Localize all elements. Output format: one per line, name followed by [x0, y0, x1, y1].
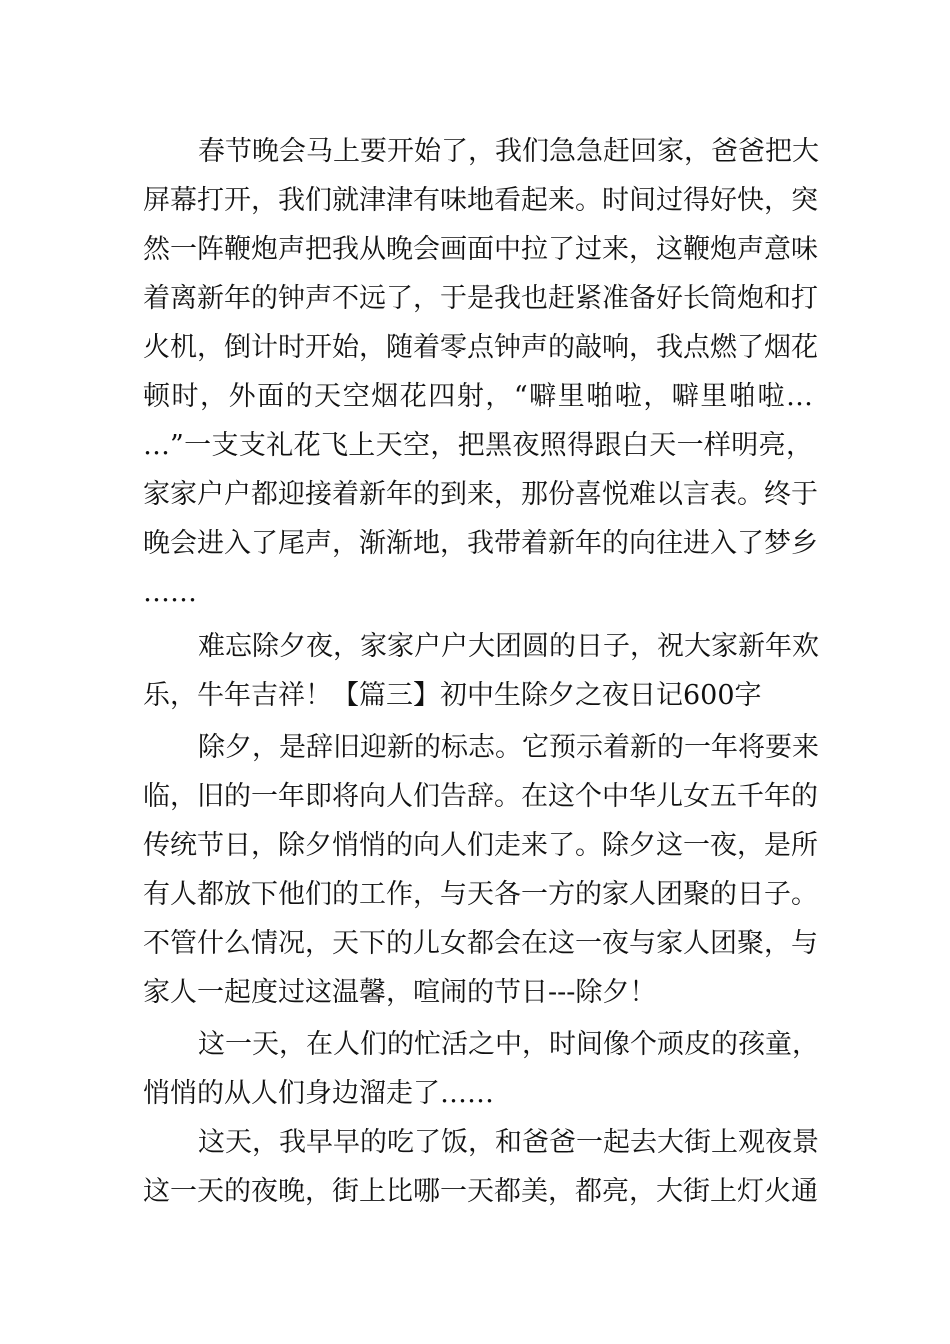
text-line: 屏幕打开，我们就津津有味地看起来。时间过得好快，突 — [143, 185, 818, 216]
text-line: 乐，牛年吉祥！【篇三】初中生除夕之夜日记600字 — [143, 680, 762, 711]
text-line: 难忘除夕夜，家家户户大团圆的日子，祝大家新年欢 — [198, 631, 819, 662]
text-line: 顿时，外面的天空烟花四射，“噼里啪啦，噼里啪啦… — [143, 381, 813, 412]
text-line: 家家户户都迎接着新年的到来，那份喜悦难以言表。终于 — [143, 479, 818, 510]
text-line: 这一天的夜晚，街上比哪一天都美，都亮，大街上灯火通 — [143, 1176, 818, 1207]
text-line: 悄悄的从人们身边溜走了…… — [143, 1078, 494, 1109]
text-line: …”一支支礼花飞上天空，把黑夜照得跟白天一样明亮， — [143, 430, 813, 461]
text-line: 传统节日，除夕悄悄的向人们走来了。除夕这一夜，是所 — [143, 830, 818, 861]
text-line: 然一阵鞭炮声把我从晚会画面中拉了过来，这鞭炮声意味 — [143, 234, 818, 265]
text-line: 这天，我早早的吃了饭，和爸爸一起去大街上观夜景 — [198, 1127, 819, 1158]
text-line: 除夕，是辞旧迎新的标志。它预示着新的一年将要来 — [198, 732, 819, 763]
text-line: …… — [143, 577, 197, 608]
text-line: 春节晚会马上要开始了，我们急急赶回家，爸爸把大 — [198, 136, 819, 167]
text-line: 有人都放下他们的工作，与天各一方的家人团聚的日子。 — [143, 879, 818, 910]
text-line: 着离新年的钟声不远了，于是我也赶紧准备好长筒炮和打 — [143, 283, 818, 314]
text-line: 这一天，在人们的忙活之中，时间像个顽皮的孩童， — [198, 1029, 819, 1060]
text-line: 不管什么情况，天下的儿女都会在这一夜与家人团聚，与 — [143, 928, 818, 959]
text-line: 火机，倒计时开始，随着零点钟声的敲响，我点燃了烟花 — [143, 332, 818, 363]
text-line: 临，旧的一年即将向人们告辞。在这个中华儿女五千年的 — [143, 781, 818, 812]
text-line: 晚会进入了尾声，渐渐地，我带着新年的向往进入了梦乡 — [143, 528, 818, 559]
text-line: 家人一起度过这温馨，喧闹的节日---除夕！ — [143, 977, 657, 1008]
